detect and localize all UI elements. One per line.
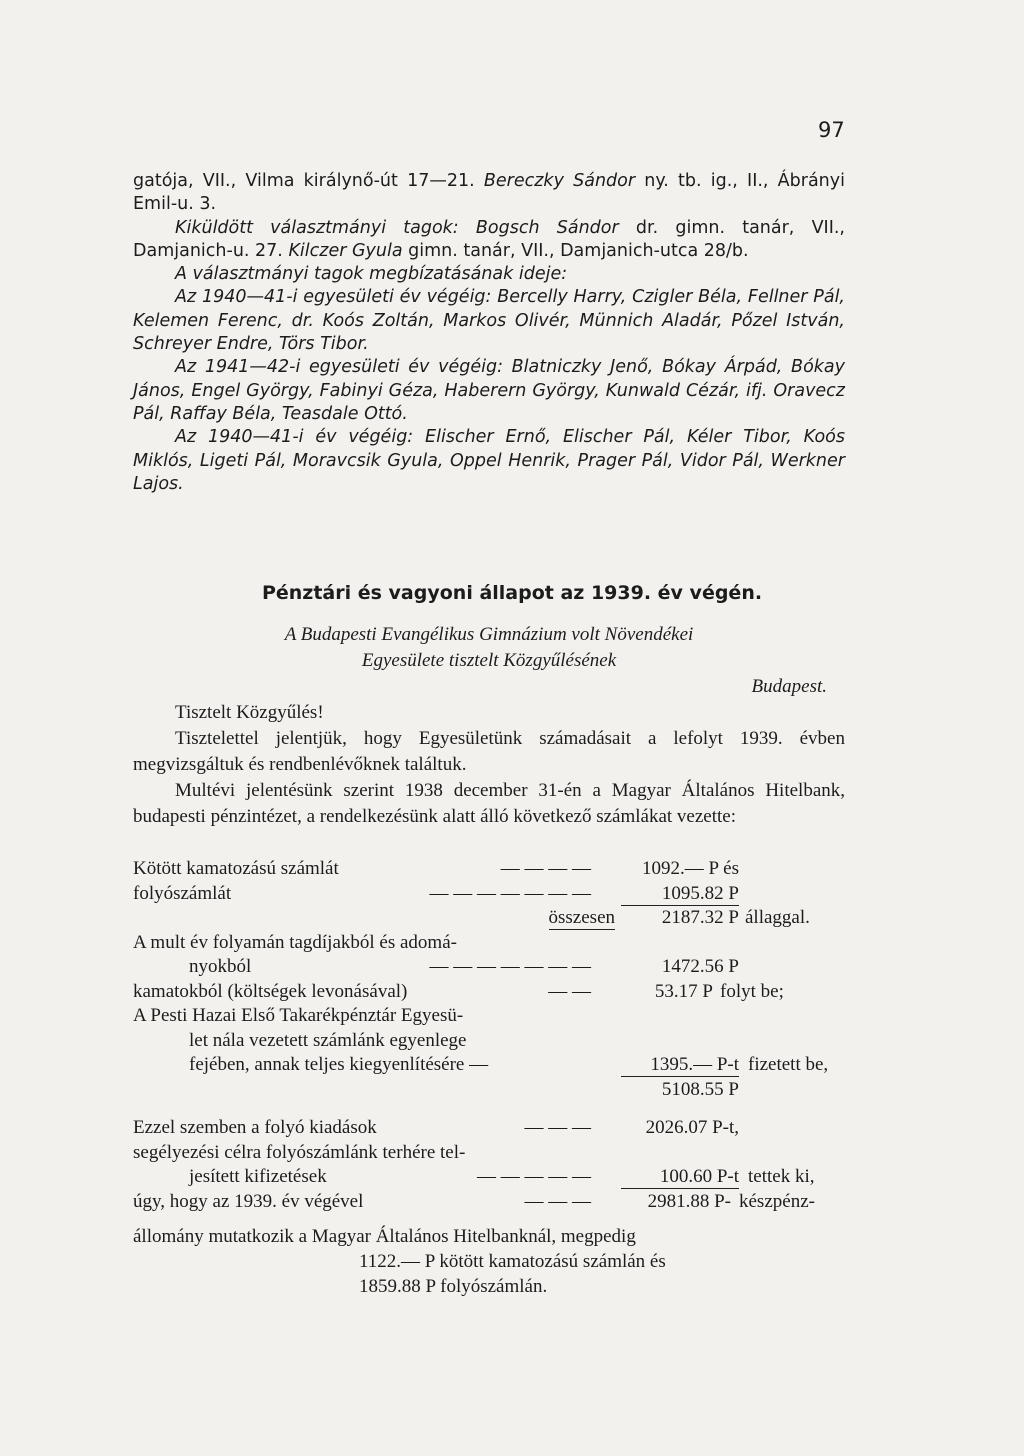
ledger-row: kamatokból (költségek levonásával) — — 53.17 P folyt be; bbox=[133, 980, 784, 1002]
address-line-1: A Budapesti Evangélikus Gimnázium volt Növendékei bbox=[284, 624, 694, 645]
ledger-row: folyószámlát — — — — — — — 1095.82 P bbox=[133, 882, 739, 904]
ledger-row: összesen 2187.32 P állaggal. bbox=[548, 907, 810, 928]
mandate-paragraph-1: Az 1940—41-i egyesületi év végéig: Bercelly Harry, Czigler Béla, Fellner Pál, Kelemen Ferenc, dr. Koós Zoltán, Markos Olivér, Münnich Aladár, Pőzel István, Schreyer Endre, Törs Tibor. bbox=[133, 287, 845, 355]
report-paragraph-1: Tisztelettel jelentjük, hogy Egyesületünk számadásait a lefolyt 1939. évben megvizsgáltuk és rendbenlévőknek találtuk. bbox=[133, 728, 845, 775]
page-number: 97 bbox=[818, 118, 845, 142]
report-paragraph-2: Multévi jelentésünk szerint 1938 december 31-én a Magyar Általános Hitelbank, budapesti pénzintézet, a rendelkezésünk alatt álló következő számlákat vezette: bbox=[133, 780, 845, 827]
closing-text bbox=[133, 1224, 845, 1299]
ledger-row: let nála vezetett számlánk egyenlege bbox=[189, 1029, 467, 1051]
mandate-paragraph-3: Az 1940—41-i év végéig: Elischer Ernő, Elischer Pál, Kéler Tibor, Koós Miklós, Ligeti Pál, Moravcsik Gyula, Oppel Henrik, Prager Pál, Vidor Pál, Werkner Lajos. bbox=[133, 427, 845, 494]
ledger-row: A mult év folyamán tagdíjakból és adomá- bbox=[133, 931, 457, 953]
ledger-row: jesített kifizetések — — — — — 100.60 P-t tettek ki, bbox=[189, 1166, 815, 1187]
closing-line-1: állomány mutatkozik a Magyar Általános Hitelbanknál, megpedig bbox=[133, 1226, 636, 1247]
ledger-row: 5108.55 P bbox=[661, 1078, 739, 1100]
committee-section bbox=[133, 170, 845, 496]
city: Budapest. bbox=[751, 676, 827, 697]
ledger-row: Ezzel szemben a folyó kiadások — — — 2026.07 P-t, bbox=[133, 1117, 739, 1138]
delegated-members: Kiküldött választmányi tagok: Bogsch Sándor dr. gimn. tanár, VII., Damjanich-u. 27. Kilczer Gyula gimn. tanár, VII., Damjanich-utca 28/b. bbox=[133, 217, 845, 261]
address-line-2: Egyesülete tisztelt Közgyűlésének bbox=[361, 650, 617, 671]
closing-line-2: 1122.— P kötött kamatozású számlán és bbox=[359, 1251, 666, 1272]
account-ledger bbox=[133, 858, 853, 1215]
section-heading: Pénztári és vagyoni állapot az 1939. év végén. bbox=[261, 582, 763, 604]
ledger-row: nyokból — — — — — — — 1472.56 P bbox=[189, 956, 739, 977]
mandate-heading: A választmányi tagok megbízatásának ideje: bbox=[175, 264, 568, 285]
salutation: Tisztelt Közgyűlés! bbox=[175, 702, 324, 723]
ledger-row: A Pesti Hazai Első Takarékpénztár Egyesü- bbox=[133, 1005, 464, 1026]
ledger-row: fejében, annak teljes kiegyenlítésére — 1395.— P-t fizetett be, bbox=[189, 1054, 829, 1075]
closing-line-3: 1859.88 P folyószámlán. bbox=[359, 1276, 548, 1297]
address-line: gatója, VII., Vilma királynő-út 17—21. Bereczky Sándor ny. tb. ig., II., Ábrányi Emil-u. 3. bbox=[133, 171, 845, 215]
audit-report bbox=[133, 622, 845, 830]
ledger-row: Kötött kamatozású számlát — — — — 1092.— P és bbox=[133, 858, 739, 879]
ledger-row: úgy, hogy az 1939. év végével — — — 2981.88 P- készpénz- bbox=[133, 1190, 815, 1212]
mandate-paragraph-2: Az 1941—42-i egyesületi év végéig: Blatniczky Jenő, Bókay Árpád, Bókay János, Engel György, Fabinyi Géza, Haberern György, Kunwald Cézár, ifj. Oravecz Pál, Raffay Béla, Teasdale Ottó. bbox=[133, 357, 845, 424]
ledger-row: segélyezési célra folyószámlánk terhére tel- bbox=[133, 1141, 466, 1163]
